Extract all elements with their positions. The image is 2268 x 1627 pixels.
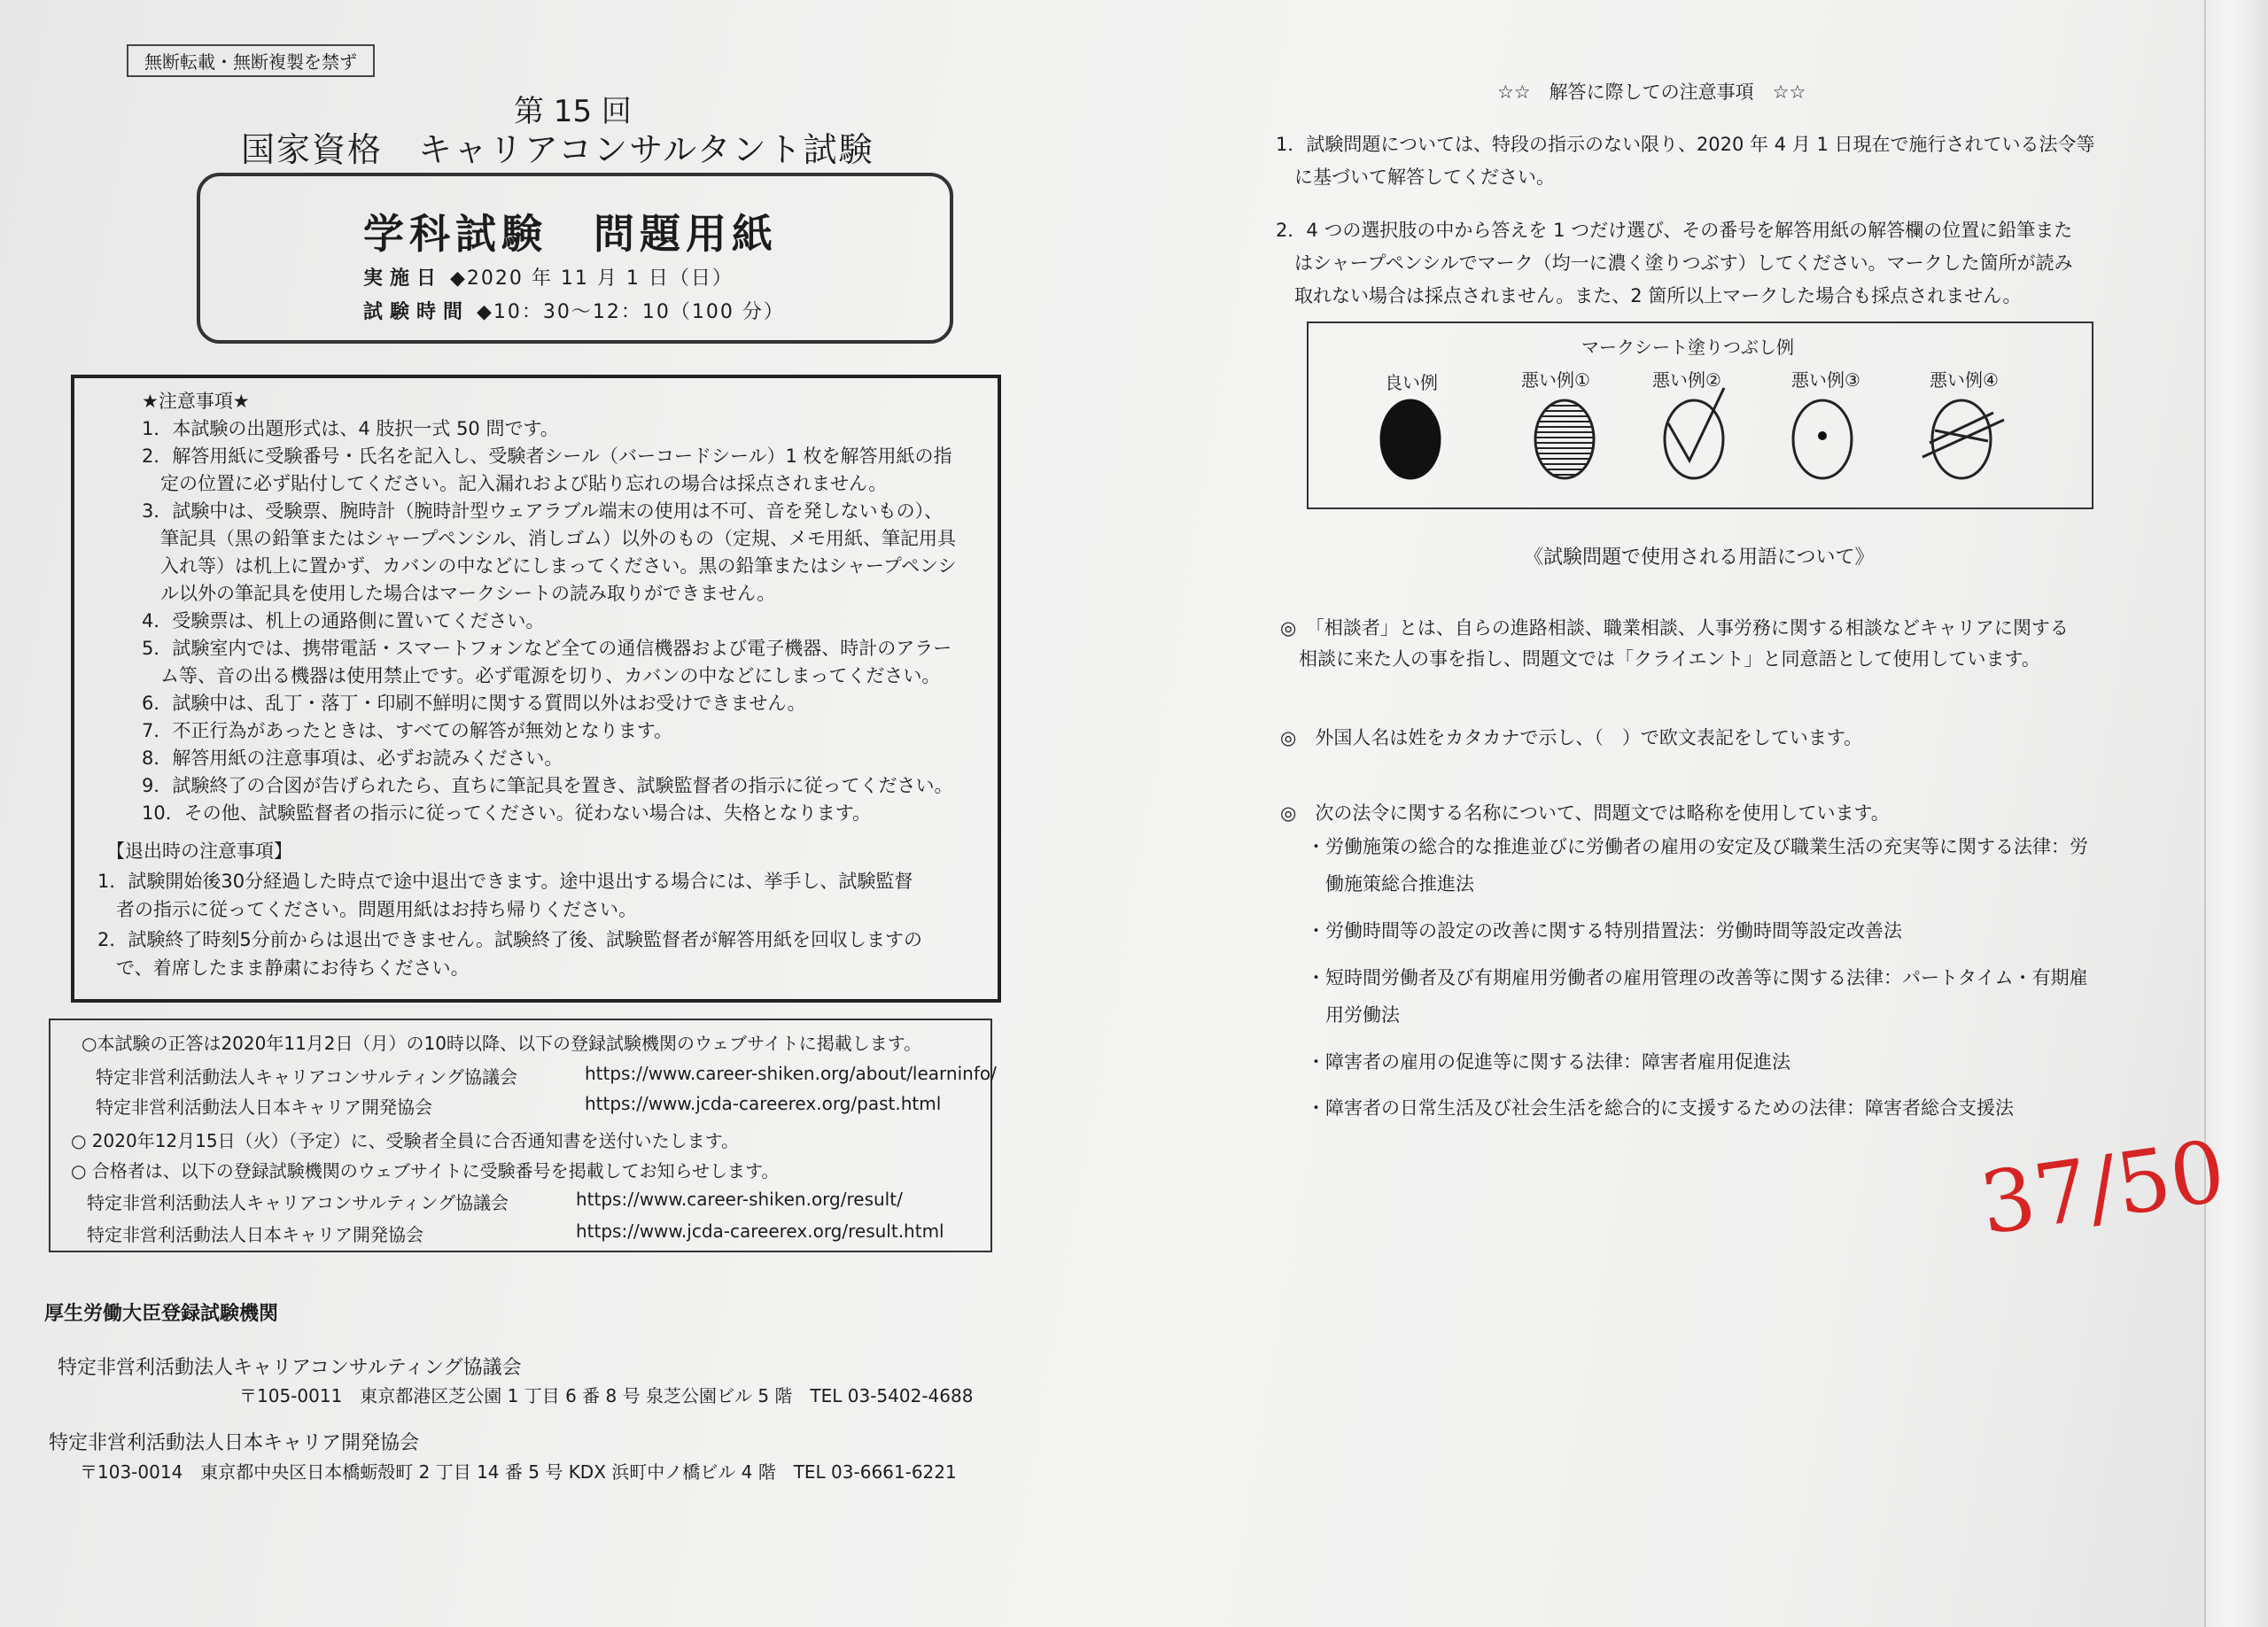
- mark-label-bad2: 悪い例②: [1652, 369, 1721, 391]
- exit-item: 1．試験開始後30分経過した時点で途中退出できます。途中退出する場合には、挙手し、試験監督: [97, 871, 913, 892]
- notice-item: ム等、音の出る機器は使用禁止です。必ず電源を切り、カバンの中などにしまってください。: [142, 665, 941, 686]
- exam-round: 第 15 回: [514, 94, 632, 129]
- footer-address: 〒105-0011 東京都港区芝公園 1 丁目 6 番 8 号 泉芝公園ビル 5 階 TEL 03-5402-4688: [239, 1385, 974, 1406]
- mark-label-bad3: 悪い例③: [1791, 369, 1860, 391]
- terms-paragraph: ◎ 「相談者」とは、自らの進路相談、職業相談、人事労務に関する相談などキャリアに関する: [1280, 617, 2069, 639]
- terms-paragraph: ◎ 次の法令に関する名称について、問題文では略称を使用しています。: [1280, 802, 1890, 824]
- notice-item: ル以外の筆記具を使用した場合はマークシートの読み取りができません。: [142, 583, 776, 604]
- exit-item: 2．試験終了時刻5分前からは退出できません。試験終了後、試験監督者が解答用紙を回収しますの: [97, 929, 922, 950]
- answer-note-line: に基づいて解答してください。: [1276, 167, 1555, 188]
- exit-item: 者の指示に従ってください。問題用紙はお持ち帰りください。: [97, 899, 637, 920]
- mark-bad2-check-stroke: [1668, 388, 1724, 461]
- terms-paragraph: ◎ 外国人名は姓をカタカナで示し、（ ）で欧文表記をしています。: [1280, 727, 1863, 748]
- org-url: https://www.jcda-careerex.org/past.html: [585, 1093, 942, 1114]
- law-item: ・短時間労働者及び有期雇用労働者の雇用管理の改善等に関する法律：パートタイム・有期雇: [1307, 967, 2088, 988]
- copyright-stamp: 無断転載・無断複製を禁ず: [127, 44, 375, 77]
- answer-note-line: 1．試験問題については、特段の指示のない限り、2020 年 4 月 1 日現在で施行されている法令等: [1276, 134, 2095, 155]
- org-name: 特定非営利活動法人日本キャリア開発協会: [96, 1096, 432, 1118]
- mark-bad2-checkmark: [1665, 400, 1723, 478]
- notice-item: 筆記具（黒の鉛筆またはシャープペンシル、消しゴム）以外のもの（定規、メモ用紙、筆記用具: [142, 528, 956, 549]
- time-value: ◆10：30～12：10（100 分）: [477, 301, 785, 323]
- notice-item: 1．本試験の出題形式は、4 肢択一式 50 問です。: [142, 418, 559, 439]
- notice-item: 定の位置に必ず貼付してください。記入漏れおよび貼り忘れの場合は採点されません。: [142, 473, 888, 494]
- answer-note-line: 取れない場合は採点されません。また、2 箇所以上マークした場合も採点されません。: [1276, 285, 2022, 306]
- answer-note-line: 2．4 つの選択肢の中から答えを 1 つだけ選び、その番号を解答用紙の解答欄の位置に鉛筆また: [1276, 220, 2073, 241]
- notice-item: 8．解答用紙の注意事項は、必ずお読みください。: [142, 748, 563, 769]
- org-url: https://www.jcda-careerex.org/result.html: [576, 1220, 944, 1242]
- mark-label-bad1: 悪い例①: [1521, 369, 1590, 391]
- exit-heading: 【退出時の注意事項】: [106, 841, 292, 862]
- handwritten-score: 37/50: [1974, 1121, 2232, 1254]
- registry-heading: 厚生労働大臣登録試験機関: [44, 1303, 279, 1325]
- announce-line: ○ 合格者は、以下の登録試験機関のウェブサイトに受験番号を掲載してお知らせします。: [71, 1160, 780, 1182]
- law-item: 働施策総合推進法: [1307, 873, 1474, 895]
- terms-heading: 《試験問題で使用される用語について》: [1524, 546, 1875, 569]
- org-name: 特定非営利活動法人日本キャリア開発協会: [87, 1224, 423, 1245]
- exam-title: 国家資格 キャリアコンサルタント試験: [241, 130, 874, 169]
- mark-example-title: マークシート塗りつぶし例: [1581, 337, 1794, 358]
- mark-good-filled: [1381, 400, 1440, 478]
- announce-line: ○ 2020年12月15日（火）（予定）に、受験者全員に合否通知書を送付いたします。: [71, 1130, 740, 1151]
- law-item: ・障害者の日常生活及び社会生活を総合的に支援するための法律：障害者総合支援法: [1307, 1097, 2014, 1119]
- notice-item: 10．その他、試験監督者の指示に従ってください。従わない場合は、失格となります。: [142, 802, 872, 824]
- notice-item: 2．解答用紙に受験番号・氏名を記入し、受験者シール（バーコードシール）1 枚を解答用紙の指: [142, 445, 952, 467]
- law-item: ・労働時間等の設定の改善に関する特別措置法：労働時間等設定改善法: [1307, 920, 1902, 941]
- exit-item: で、着席したまま静粛にお待ちください。: [97, 957, 470, 979]
- law-item: ・労働施策の総合的な推進並びに労働者の雇用の安定及び職業生活の充実等に関する法律：労: [1307, 836, 2088, 857]
- mark-bad3-dot-center: [1818, 431, 1827, 440]
- date-value: ◆2020 年 11 月 1 日（日）: [450, 267, 734, 290]
- terms-paragraph: 相談に来た人の事を指し、問題文では「クライエント」と同意語として使用しています。: [1280, 648, 2040, 670]
- notice-item: 入れ等）は机上に置かず、カバンの中などにしまってください。黒の鉛筆またはシャープペンシ: [142, 555, 957, 577]
- org-url: https://www.career-shiken.org/about/learninfo/: [585, 1063, 997, 1084]
- footer-org: 特定非営利活動法人日本キャリア開発協会: [49, 1432, 420, 1454]
- date-label: 実施日: [363, 267, 444, 290]
- law-item: ・障害者の雇用の促進等に関する法律：障害者雇用促進法: [1307, 1051, 1790, 1073]
- answer-note-line: はシャープペンシルでマーク（均一に濃く塗りつぶす）してください。マークした箇所が読み: [1276, 252, 2073, 274]
- law-item: 用労働法: [1307, 1004, 1400, 1026]
- mark-label-good: 良い例: [1385, 372, 1438, 393]
- notice-item: 3．試験中は、受験票、腕時計（腕時計型ウェアラブル端末の使用は不可、音を発しないもの）、: [142, 500, 944, 522]
- subject-title: 学科試験 問題用紙: [363, 210, 778, 258]
- notice-item: 7．不正行為があったときは、すべての解答が無効となります。: [142, 720, 673, 741]
- org-name: 特定非営利活動法人キャリアコンサルティング協議会: [87, 1192, 509, 1213]
- notice-item: 6．試験中は、乱丁・落丁・印刷不鮮明に関する質問以外はお受けできません。: [142, 693, 806, 714]
- mark-bad1-striped: [1535, 400, 1594, 478]
- notice-heading: ★注意事項★: [142, 391, 250, 412]
- announce-line: ○本試験の正答は2020年11月2日（月）の10時以降、以下の登録試験機関のウェブサイトに掲載します。: [82, 1033, 922, 1054]
- time-label: 試験時間: [363, 301, 470, 323]
- answer-notes-heading: ☆☆ 解答に際しての注意事項 ☆☆: [1497, 81, 1806, 103]
- footer-address: 〒103-0014 東京都中央区日本橋蛎殻町 2 丁目 14 番 5 号 KDX 浜町中ノ橋ビル 4 階 TEL 03-6661-6221: [80, 1461, 957, 1483]
- mark-label-bad4: 悪い例④: [1930, 369, 1999, 391]
- notice-item: 5．試験室内では、携帯電話・スマートフォンなど全ての通信機器および電子機器、時計のアラー: [142, 638, 952, 659]
- notice-item: 4．受験票は、机上の通路側に置いてください。: [142, 610, 545, 631]
- org-name: 特定非営利活動法人キャリアコンサルティング協議会: [96, 1066, 517, 1088]
- org-url: https://www.career-shiken.org/result/: [576, 1189, 903, 1210]
- notice-item: 9．試験終了の合図が告げられたら、直ちに筆記具を置き、試験監督者の指示に従ってください。: [142, 775, 953, 796]
- footer-org: 特定非営利活動法人キャリアコンサルティング協議会: [58, 1357, 522, 1379]
